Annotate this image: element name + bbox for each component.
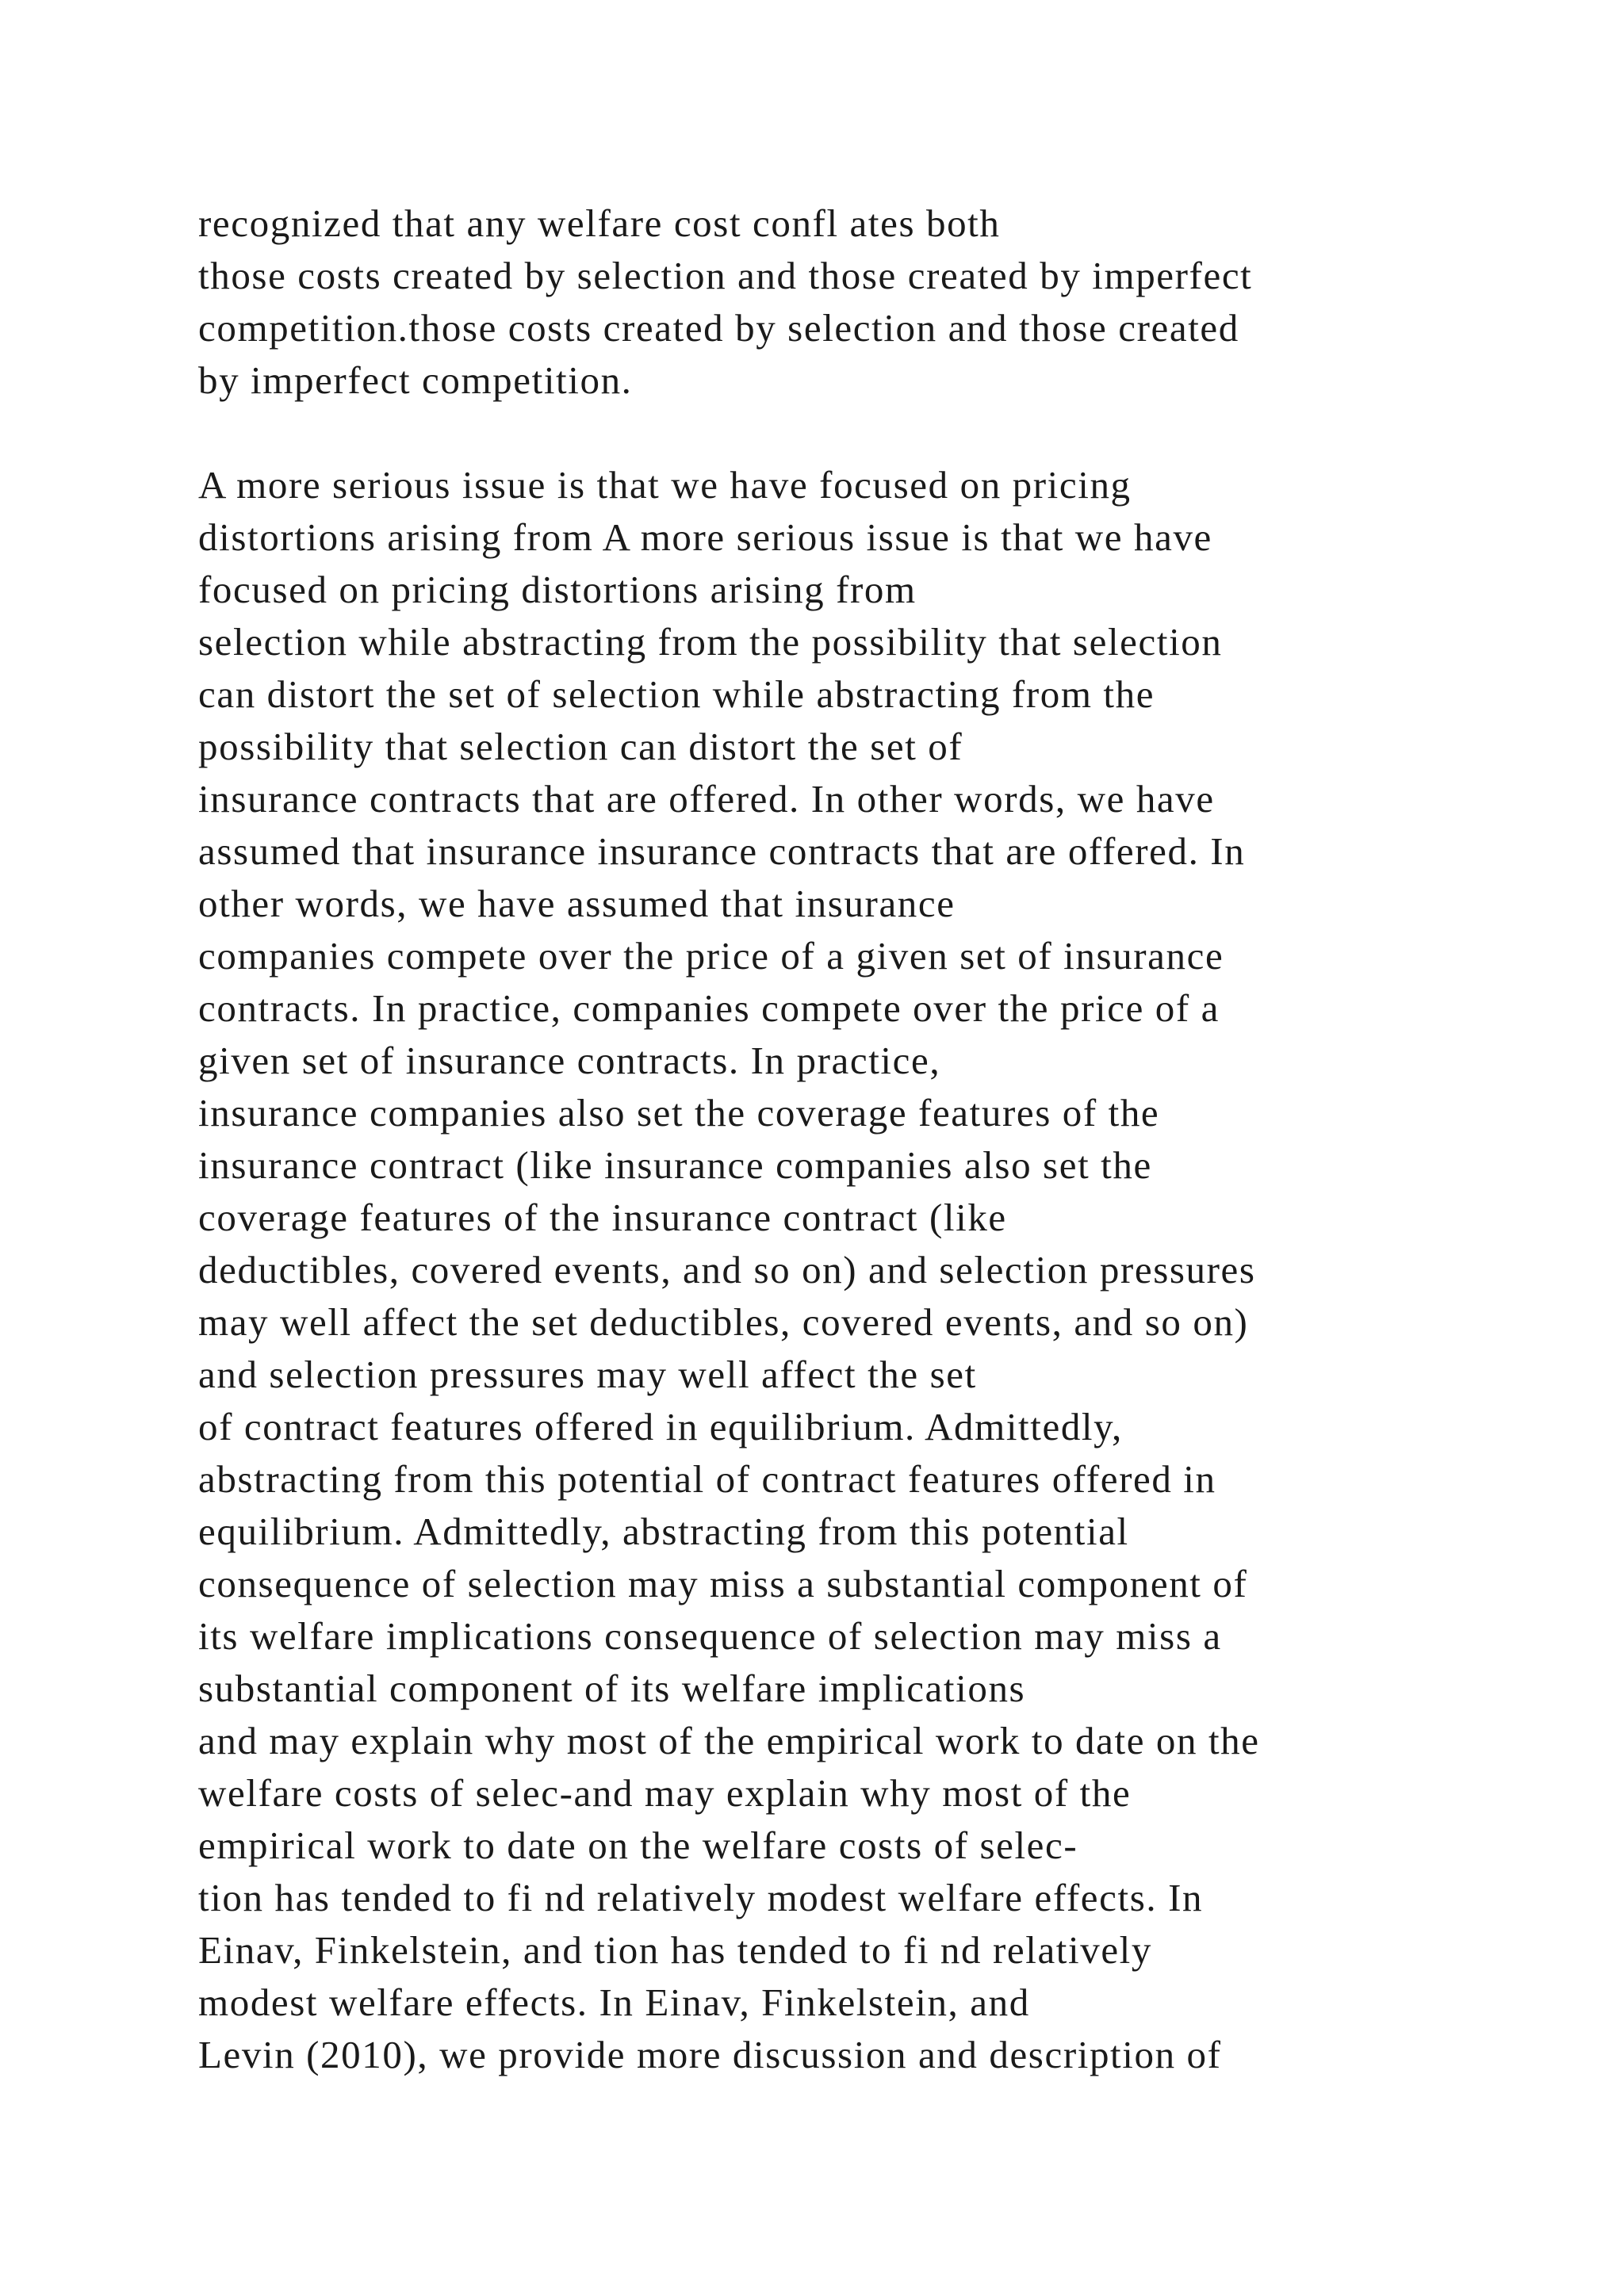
text-line: modest welfare effects. In Einav, Finkelstein, and: [198, 1980, 1030, 2024]
text-line: by imperfect competition.: [198, 358, 633, 402]
text-line: insurance contracts that are offered. In other words, we have: [198, 777, 1215, 821]
text-line: Levin (2010), we provide more discussion and description of: [198, 2033, 1222, 2076]
text-line: insurance companies also set the coverage features of the: [198, 1091, 1160, 1135]
text-line: given set of insurance contracts. In practice,: [198, 1039, 941, 1082]
text-line: A more serious issue is that we have focused on pricing: [198, 463, 1132, 507]
text-line: companies compete over the price of a given set of insurance: [198, 934, 1224, 978]
text-line: insurance contract (like insurance companies also set the: [198, 1143, 1152, 1187]
text-line: coverage features of the insurance contract (like: [198, 1196, 1007, 1239]
text-line: recognized that any welfare cost confl ates both: [198, 201, 1001, 245]
text-line: welfare costs of selec-and may explain why most of the: [198, 1771, 1132, 1815]
text-line: Einav, Finkelstein, and tion has tended to fi nd relatively: [198, 1928, 1153, 1972]
paragraph-2: [198, 459, 1435, 2081]
text-line: its welfare implications consequence of selection may miss a: [198, 1614, 1222, 1658]
text-line: selection while abstracting from the possibility that selection: [198, 620, 1223, 664]
paragraph-1: [198, 197, 1435, 407]
text-line: deductibles, covered events, and so on) and selection pressures: [198, 1248, 1256, 1292]
text-line: empirical work to date on the welfare costs of selec-: [198, 1823, 1078, 1867]
text-line: tion has tended to fi nd relatively modest welfare effects. In: [198, 1876, 1204, 1919]
text-line: assumed that insurance insurance contracts that are offered. In: [198, 829, 1246, 873]
text-line: possibility that selection can distort the set of: [198, 725, 963, 768]
text-line: and selection pressures may well affect the set: [198, 1353, 977, 1396]
text-line: abstracting from this potential of contract features offered in: [198, 1457, 1216, 1501]
text-line: of contract features offered in equilibrium. Admittedly,: [198, 1405, 1123, 1448]
text-line: focused on pricing distortions arising from: [198, 568, 917, 611]
text-line: distortions arising from A more serious issue is that we have: [198, 515, 1212, 559]
text-line: and may explain why most of the empirical work to date on the: [198, 1719, 1260, 1762]
text-line: may well affect the set deductibles, covered events, and so on): [198, 1300, 1249, 1344]
text-line: contracts. In practice, companies compete over the price of a: [198, 986, 1220, 1030]
paragraph-gap: [198, 407, 1435, 459]
body-text: [198, 197, 1435, 2081]
text-line: those costs created by selection and those created by imperfect: [198, 254, 1253, 297]
text-line: consequence of selection may miss a substantial component of: [198, 1562, 1248, 1605]
text-line: substantial component of its welfare implications: [198, 1667, 1026, 1710]
text-line: can distort the set of selection while abstracting from the: [198, 672, 1155, 716]
text-line: competition.those costs created by selection and those created: [198, 306, 1239, 350]
text-line: equilibrium. Admittedly, abstracting from this potential: [198, 1510, 1129, 1553]
text-line: other words, we have assumed that insurance: [198, 882, 956, 925]
